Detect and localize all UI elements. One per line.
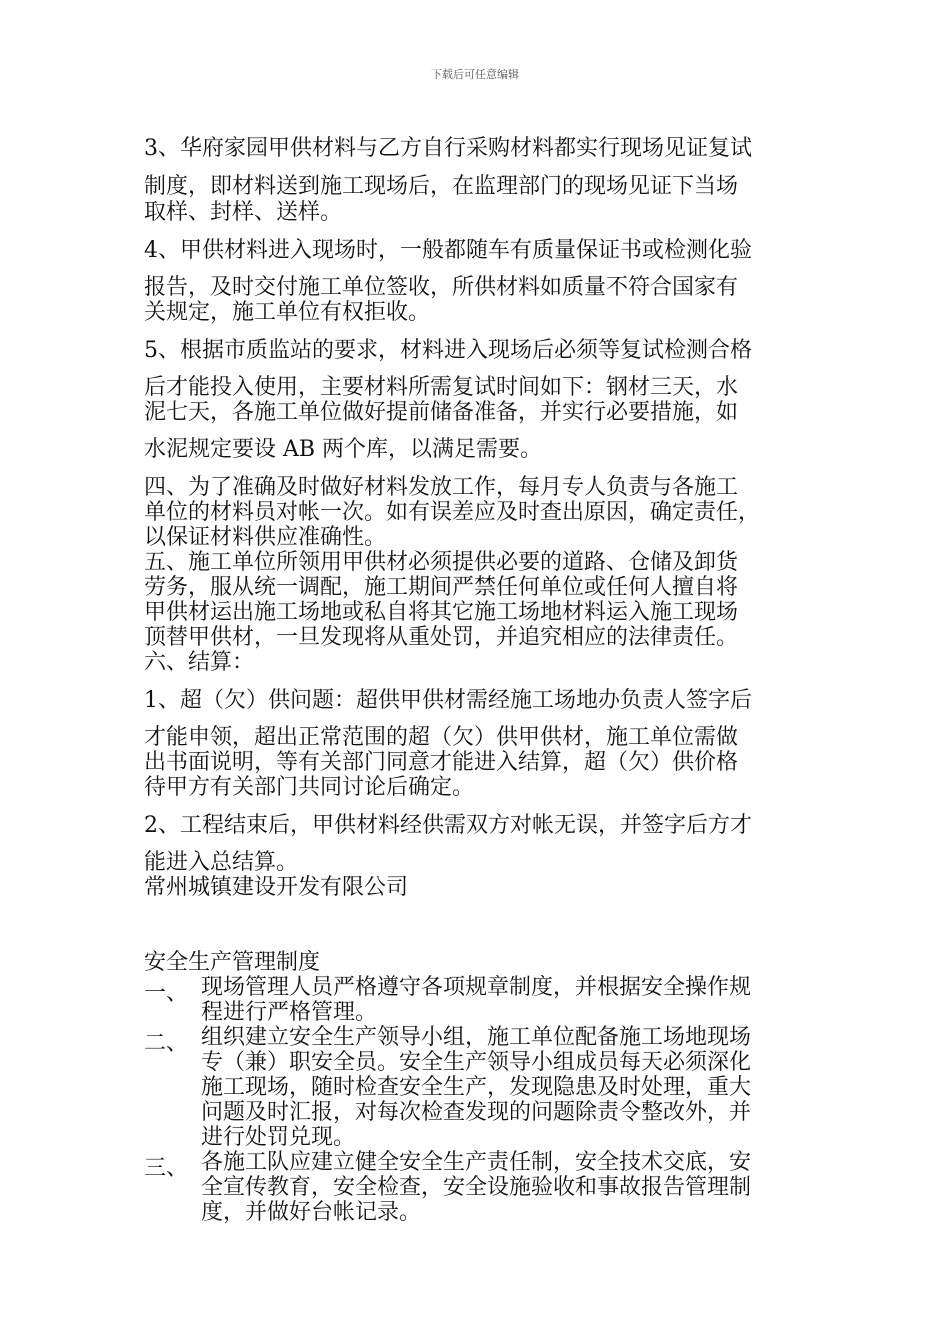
settle-2-line-1: 2、工程结束后，甲供材料经供需双方对帐无误，并签字后方才 — [144, 813, 752, 838]
section-5-line-4: 顶替甲供材，一旦发现将从重处罚，并追究相应的法律责任。 — [144, 625, 739, 650]
safety-item-2-line-5: 进行处罚兑现。 — [201, 1125, 356, 1150]
safety-item-2-line-1: 组织建立安全生产领导小组，施工单位配备施工场地现场 — [201, 1025, 752, 1050]
section-4-line-2: 单位的材料员对帐一次。如有误差应及时查出原因，确定责任， — [144, 500, 761, 525]
section-5-line-2: 劳务，服从统一调配，施工期间严禁任何单位或任何人擅自将 — [144, 575, 739, 600]
safety-item-2-label: 二、 — [144, 1031, 189, 1056]
page-header-note: 下载后可任意编辑 — [431, 68, 519, 81]
safety-item-3-label: 三、 — [144, 1156, 189, 1181]
safety-item-3-line-3: 度，并做好台帐记录。 — [201, 1200, 422, 1225]
para-3-line-1: 3、华府家园甲供材料与乙方自行采购材料都实行现场见证复试 — [144, 136, 752, 161]
settle-2-line-2: 能进入总结算。 — [144, 850, 299, 875]
safety-item-2-line-2: 专（兼）职安全员。安全生产领导小组成员每天必须深化 — [201, 1050, 752, 1075]
safety-item-1-line-2: 程进行严格管理。 — [201, 1000, 378, 1025]
safety-item-3-line-2: 全宣传教育，安全检查，安全设施验收和事故报告管理制 — [201, 1175, 752, 1200]
para-4-line-3: 关规定，施工单位有权拒收。 — [144, 300, 431, 325]
safety-item-2-line-4: 问题及时汇报，对每次检查发现的问题除责令整改外，并 — [201, 1100, 752, 1125]
para-5-line-1: 5、根据市质监站的要求，材料进入现场后必须等复试检测合格 — [144, 338, 752, 363]
section-6-heading: 六、结算： — [144, 650, 255, 675]
para-5-line-3: 泥七天，各施工单位做好提前储备准备，并实行必要措施，如 — [144, 400, 739, 425]
settle-1-line-1: 1、超（欠）供问题：超供甲供材需经施工场地办负责人签字后 — [144, 688, 752, 713]
para-5-line-4: 水泥规定要设 AB 两个库，以满足需要。 — [144, 437, 543, 462]
company-name: 常州城镇建设开发有限公司 — [144, 875, 409, 900]
settle-1-line-4: 待甲方有关部门共同讨论后确定。 — [144, 775, 475, 800]
para-4-line-1: 4、甲供材料进入现场时，一般都随车有质量保证书或检测化验 — [144, 238, 752, 263]
para-5-line-2: 后才能投入使用，主要材料所需复试时间如下：钢材三天，水 — [144, 375, 739, 400]
safety-title: 安全生产管理制度 — [144, 950, 321, 975]
para-3-line-3: 取样、封样、送样。 — [144, 200, 343, 225]
safety-item-1-label: 一、 — [144, 981, 189, 1006]
section-5-line-3: 甲供材运出施工场地或私自将其它施工场地材料运入施工现场 — [144, 600, 739, 625]
section-5-line-1: 五、施工单位所领用甲供材必须提供必要的道路、仓储及卸货 — [144, 550, 739, 575]
para-3-line-2: 制度，即材料送到施工现场后，在监理部门的现场见证下当场 — [144, 174, 739, 199]
safety-item-2-line-3: 施工现场，随时检查安全生产，发现隐患及时处理，重大 — [201, 1075, 752, 1100]
section-4-line-3: 以保证材料供应准确性。 — [144, 525, 387, 550]
settle-1-line-3: 出书面说明，等有关部门同意才能进入结算，超（欠）供价格 — [144, 750, 739, 775]
section-4-line-1: 四、为了准确及时做好材料发放工作，每月专人负责与各施工 — [144, 475, 739, 500]
settle-1-line-2: 才能申领，超出正常范围的超（欠）供甲供材，施工单位需做 — [144, 725, 739, 750]
para-4-line-2: 报告，及时交付施工单位签收，所供材料如质量不符合国家有 — [144, 275, 739, 300]
safety-item-1-line-1: 现场管理人员严格遵守各项规章制度，并根据安全操作规 — [201, 975, 752, 1000]
safety-item-3-line-1: 各施工队应建立健全安全生产责任制，安全技术交底，安 — [201, 1150, 752, 1175]
